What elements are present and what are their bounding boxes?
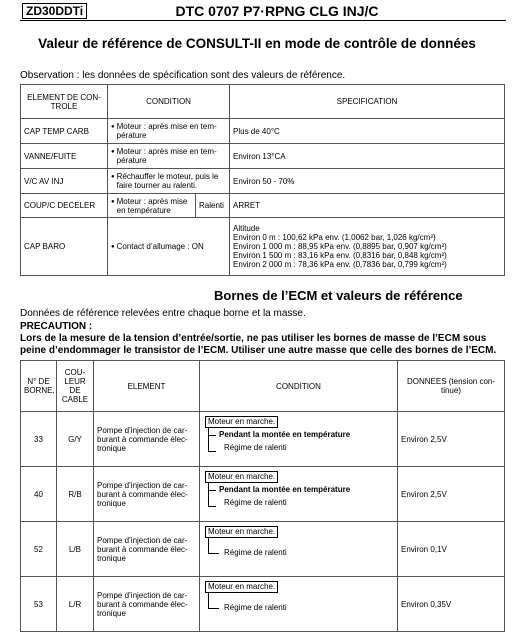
col-data-header: DONNEES (tension con-tinue) xyxy=(398,361,505,412)
terminal-data: Environ 0,35V xyxy=(398,577,505,632)
condition-tag: Moteur en marche. xyxy=(205,526,278,538)
table-row xyxy=(21,169,505,194)
terminal-number: 33 xyxy=(21,412,57,467)
connector-bracket xyxy=(208,537,219,554)
terminal-condition xyxy=(200,467,398,522)
observation-text: Observation : les données de spécification sont des valeurs de référence. xyxy=(20,70,346,81)
terminal-condition xyxy=(200,412,398,467)
condition-line-1: Pendant la montée en température xyxy=(219,430,351,439)
model-code-box: ZD30DDTi xyxy=(22,3,87,19)
spec-line: Altitude xyxy=(233,224,260,233)
terminal-condition xyxy=(200,577,398,632)
col-condition-header: CONDITION xyxy=(200,361,398,412)
condition-line-2: Régime de ralenti xyxy=(224,548,287,557)
col-color-header: COU-LEUR DE CABLE xyxy=(57,361,94,412)
row-element: VANNE/FUITE xyxy=(21,144,108,169)
row-spec: Environ 50 - 70% xyxy=(230,169,505,194)
row-element: CAP TEMP CARB xyxy=(21,119,108,144)
spec-line: Environ 1 500 m : 83,16 kPa env. (0,8316 bar, 0,848 kg/cm²) xyxy=(233,251,447,260)
col-element-header: ELEMENT DE CON-TROLE xyxy=(21,85,108,119)
wire-color: L/B xyxy=(57,522,94,577)
wire-color: R/B xyxy=(57,467,94,522)
table-row xyxy=(21,522,505,577)
terminal-data: Environ 2,5V xyxy=(398,412,505,467)
condition-line-2: Régime de ralenti xyxy=(224,443,287,452)
connector-bracket xyxy=(208,592,219,609)
terminal-number: 40 xyxy=(21,467,57,522)
table-row xyxy=(21,467,505,522)
row-condition-extra: Ralenti xyxy=(196,194,230,218)
table-row xyxy=(21,194,505,218)
condition-tag: Moteur en marche. xyxy=(205,471,278,483)
terminal-number: 53 xyxy=(21,577,57,632)
row-spec: Environ 13°CA xyxy=(230,144,505,169)
bullet-icon: ● xyxy=(111,243,115,250)
row-element: CAP BARO xyxy=(21,218,108,276)
terminal-number: 52 xyxy=(21,522,57,577)
connector-bracket xyxy=(208,435,216,452)
col-condition-header: CONDITION xyxy=(108,85,230,119)
terminal-condition xyxy=(200,522,398,577)
terminal-element: Pompe d’injection de car-burant à commande élec-tronique xyxy=(94,467,200,522)
row-spec: ARRET xyxy=(230,194,505,218)
dtc-title: DTC 0707 P7·RPNG CLG INJ/C xyxy=(175,3,379,19)
section2-intro: Données de référence relevées entre chaque borne et la masse. xyxy=(20,308,306,319)
precaution-label: PRECAUTION : xyxy=(20,321,93,332)
condition-tag: Moteur en marche. xyxy=(205,581,278,593)
terminal-data: Environ 2,5V xyxy=(398,467,505,522)
consult-reference-table xyxy=(20,84,505,276)
table-row xyxy=(21,218,505,276)
table-row xyxy=(21,144,505,169)
spec-line: Environ 0 m : 100,62 kPa env. (1,0062 bar, 1,026 kg/cm²) xyxy=(233,233,436,242)
section2-heading: Bornes de l’ECM et valeurs de référence xyxy=(214,288,463,303)
table-row xyxy=(21,412,505,467)
bullet-icon: ● xyxy=(111,149,115,155)
table-row xyxy=(21,577,505,632)
bullet-icon: ● xyxy=(111,124,115,130)
precaution-text: Lors de la mesure de la tension d’entrée/sortie, ne pas utiliser les bornes de masse de l’ECM sous peine d’endommager le transistor de l’ECM. Utiliser une autre masse que celle des bornes de l’ECM. xyxy=(20,333,497,356)
row-condition: ● Réchauffer le moteur, puis le faire tourner au ralenti. xyxy=(108,169,230,194)
row-condition: ● Moteur : après mise en tem-pérature xyxy=(108,119,230,144)
terminal-element: Pompe d’injection de car-burant à commande élec-tronique xyxy=(94,522,200,577)
row-condition: ● Contact d’allumage : ON xyxy=(108,218,230,276)
terminal-data: Environ 0,1V xyxy=(398,522,505,577)
row-condition: ● Moteur : après mise en température xyxy=(108,194,196,218)
spec-line: Environ 1 000 m : 88,95 kPa env. (0,8895 bar, 0,907 kg/cm²) xyxy=(233,242,447,251)
header-rule xyxy=(20,20,506,21)
row-condition: ● Moteur : après mise en tem-pérature xyxy=(108,144,230,169)
row-element: COUP/C DECELER xyxy=(21,194,108,218)
wire-color: G/Y xyxy=(57,412,94,467)
wire-color: L/R xyxy=(57,577,94,632)
terminal-element: Pompe d’injection de car-burant à commande élec-tronique xyxy=(94,412,200,467)
connector-bracket xyxy=(208,490,216,507)
col-spec-header: SPECIFICATION xyxy=(230,85,505,119)
col-num-header: N° DE BORNE. xyxy=(21,361,57,412)
row-spec: Plus de 40°C xyxy=(230,119,505,144)
condition-line-2: Régime de ralenti xyxy=(224,603,287,612)
table-row xyxy=(21,119,505,144)
condition-line-1: Pendant la montée en température xyxy=(219,485,351,494)
bullet-icon: ● xyxy=(111,198,115,205)
bullet-icon: ● xyxy=(111,174,115,180)
section1-heading: Valeur de référence de CONSULT-II en mode de contrôle de données xyxy=(38,36,476,51)
col-element-header: ELEMENT xyxy=(94,361,200,412)
spec-line: Environ 2 000 m : 78,36 kPa env. (0,7836 bar, 0,799 kg/cm²) xyxy=(233,260,447,269)
condition-line-2: Régime de ralenti xyxy=(224,498,287,507)
condition-tag: Moteur en marche. xyxy=(205,416,278,428)
terminal-element: Pompe d’injection de car-burant à commande élec-tronique xyxy=(94,577,200,632)
ecm-terminal-table xyxy=(20,360,505,632)
row-spec xyxy=(230,218,505,276)
row-element: V/C AV INJ xyxy=(21,169,108,194)
